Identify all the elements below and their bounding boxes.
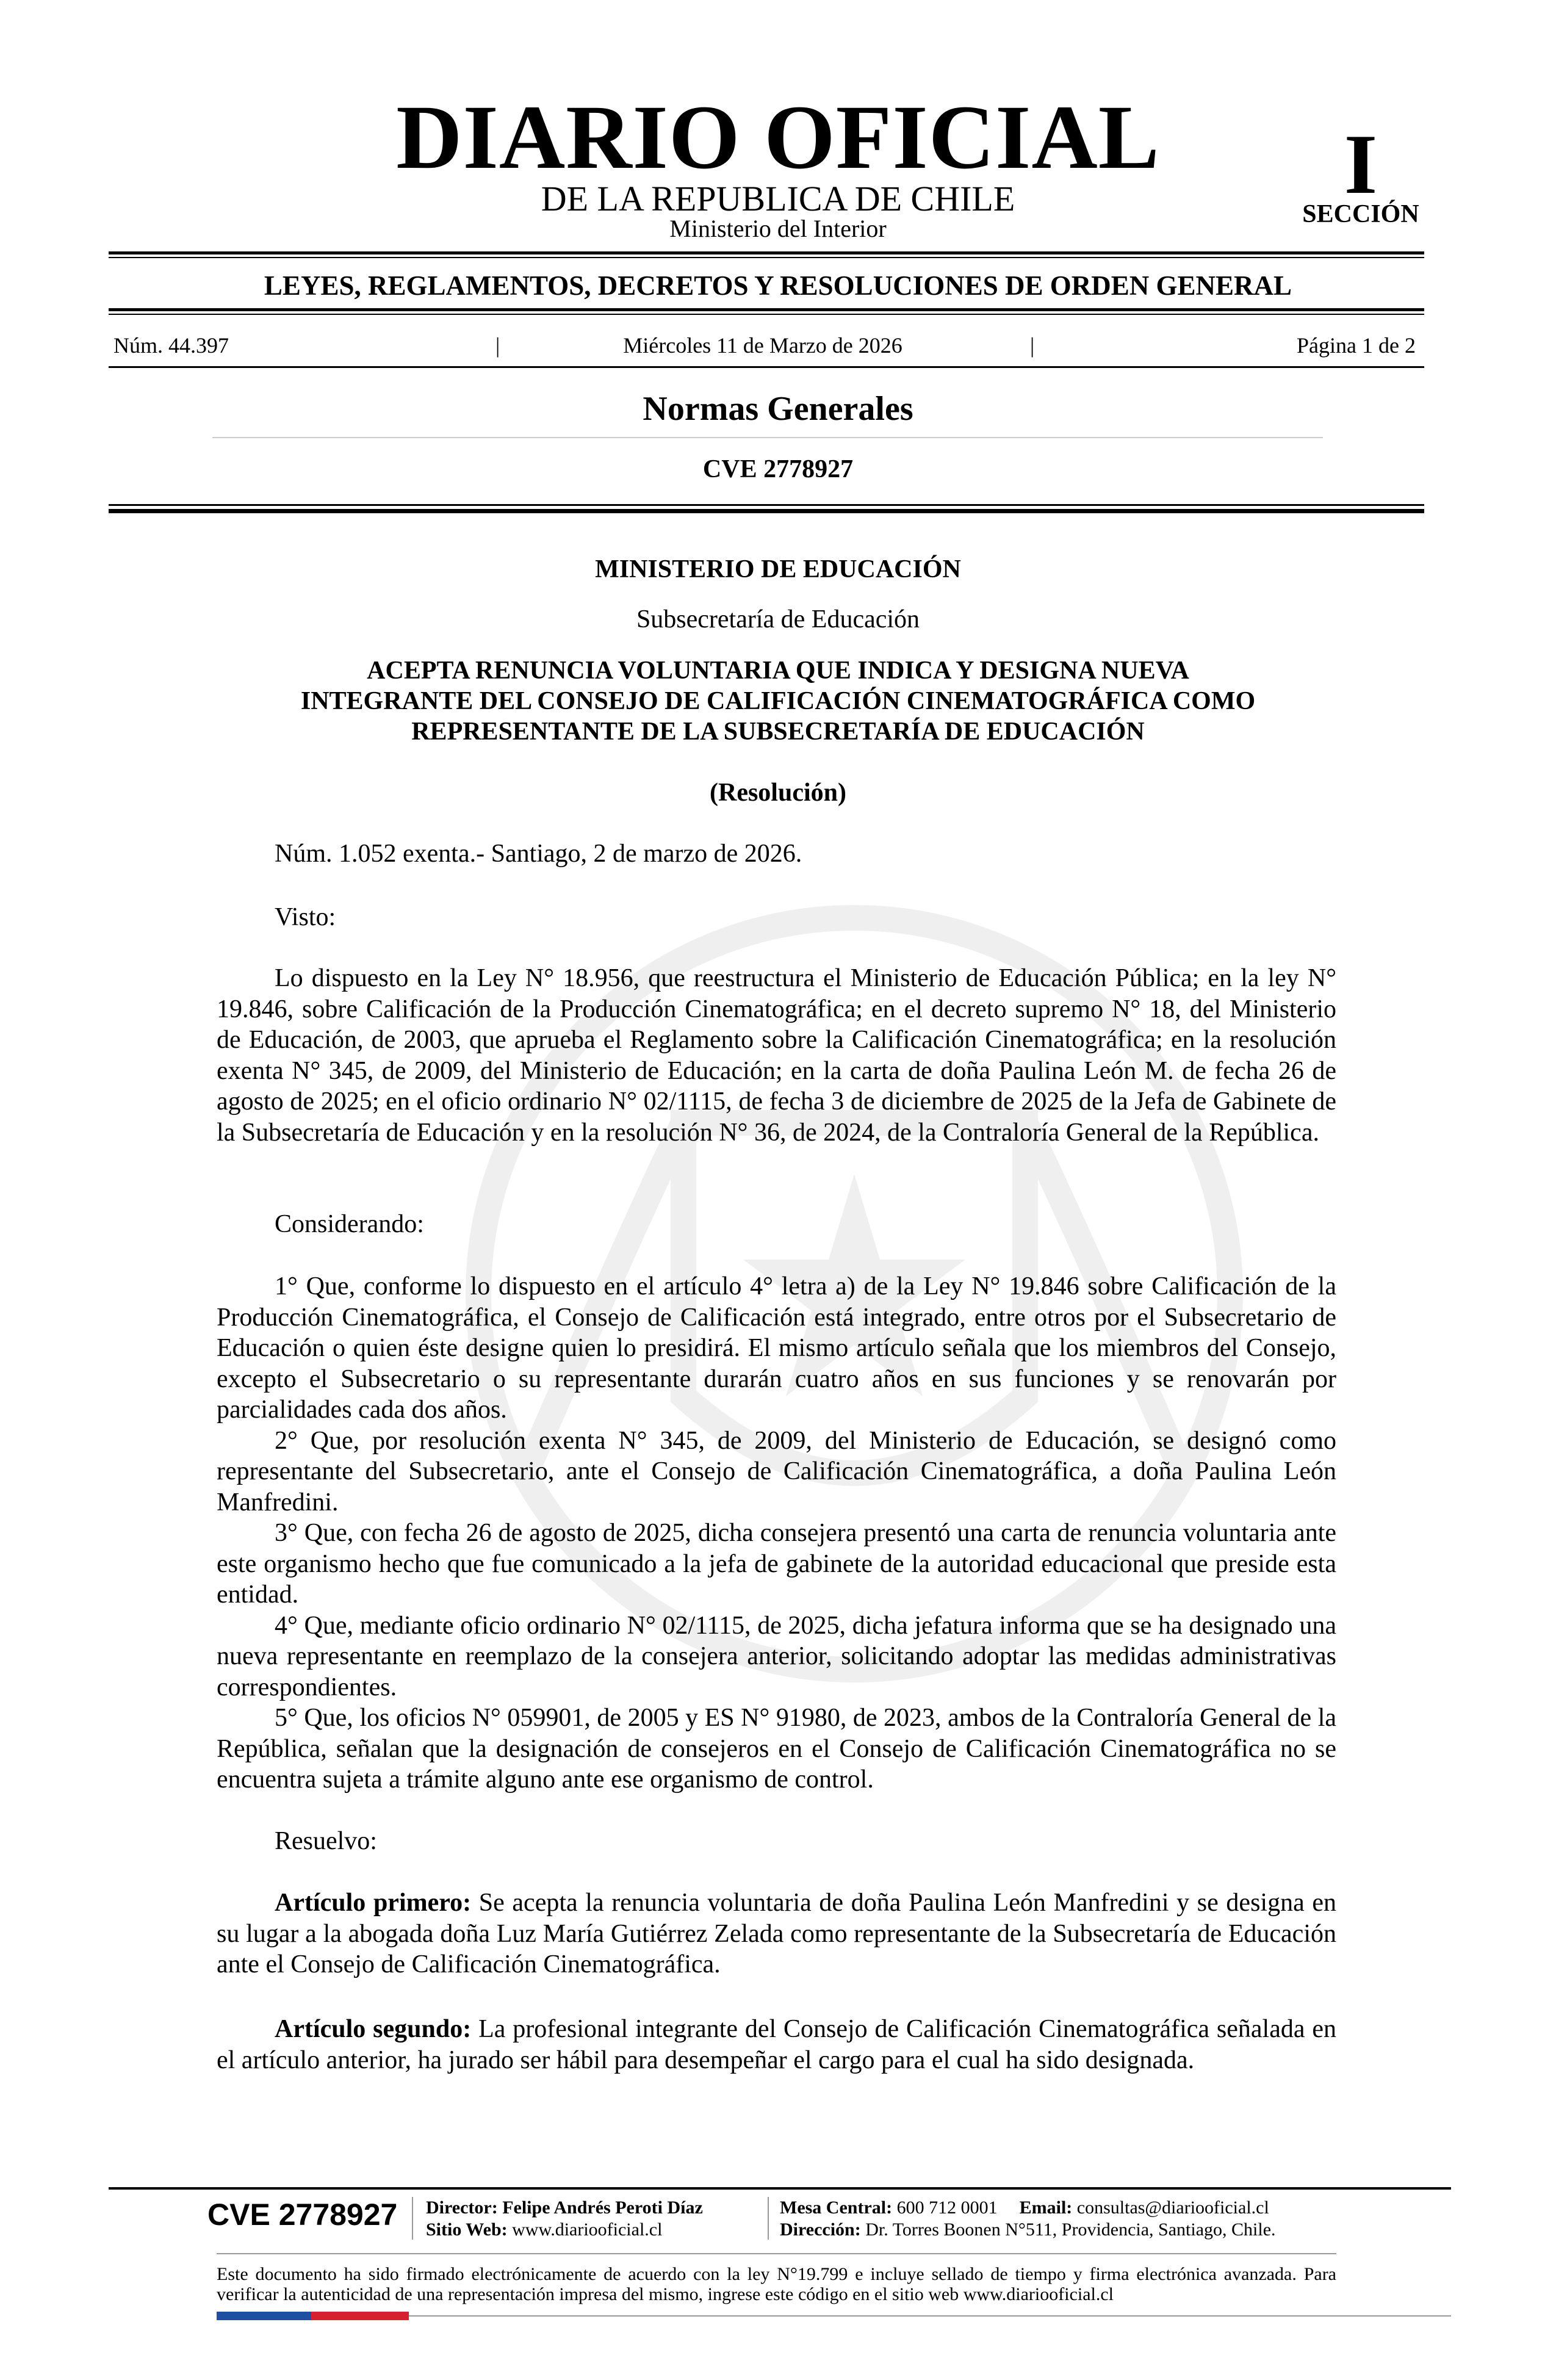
- resolution-number: Núm. 1.052 exenta.- Santiago, 2 de marzo de 2026.: [275, 840, 802, 868]
- email-label: Email:: [1019, 2198, 1073, 2218]
- banner-heading: LEYES, REGLAMENTOS, DECRETOS Y RESOLUCIONES DE ORDEN GENERAL: [264, 270, 1292, 301]
- page-indicator: Página 1 de 2: [1297, 333, 1416, 358]
- issue-number: Núm. 44.397: [113, 333, 229, 358]
- considerando-item: 4° Que, mediante oficio ordinario N° 02/1115, de 2025, dicha jefatura informa que se ha designado una nueva representante en reemplazo de la consejera anterior, solicitando adoptar las medidas administrativas correspondientes.: [217, 1611, 1336, 1701]
- document-type: (Resolución): [710, 779, 846, 807]
- email-link[interactable]: consultas@diariooficial.cl: [1072, 2198, 1269, 2218]
- address-value: Dr. Torres Boonen N°511, Providencia, Santiago, Chile.: [860, 2220, 1276, 2240]
- director-value: Felipe Andrés Peroti Díaz: [497, 2198, 703, 2218]
- web-link[interactable]: www.diariooficial.cl: [507, 2220, 663, 2240]
- footer-director-block: [426, 2197, 703, 2241]
- flag-stripe-blue: [217, 2312, 311, 2320]
- articulo-segundo-label: Artículo segundo:: [275, 2015, 472, 2043]
- footer-divider-line: [217, 2253, 1336, 2254]
- banner-rule: [109, 308, 1424, 311]
- director-label: Director:: [426, 2198, 498, 2218]
- articulo-primero-label: Artículo primero:: [275, 1889, 472, 1917]
- cve-rule-thick: [109, 509, 1424, 513]
- visto-text: Lo dispuesto en la Ley N° 18.956, que reestructura el Ministerio de Educación Pública; en la ley N° 19.846, sobre Calificación de la Producción Cinematográfica; en el decreto supremo N° 18, del Ministerio de Educación, de 2003, que aprueba el Reglamento sobre la Calificación Cinematográfica; en la resolución exenta N° 345, de 2009, del Ministerio de Educación; en la carta de doña Paulina León M. de fecha 26 de agosto de 2025; en el oficio ordinario N° 02/1115, de fecha 3 de diciembre de 2025 de la Jefa de Gabinete de la Subsecretaría de Educación y en la resolución N° 36, de 2024, de la Contraloría General de la República.: [217, 964, 1336, 1147]
- mesa-value: 600 712 0001: [892, 2198, 998, 2218]
- resolution-title: [183, 655, 1373, 747]
- subsecretary: Subsecretaría de Educación: [636, 605, 920, 633]
- section-title: Normas Generales: [643, 390, 913, 428]
- masthead-title: DIARIO OFICIAL: [396, 87, 1160, 188]
- footer-bottom-line: [409, 2315, 1451, 2317]
- banner-rule-thin: [109, 314, 1424, 315]
- section-numeral: I: [1344, 117, 1378, 212]
- masthead-rule-top-thin: [109, 257, 1424, 258]
- meta-separator: |: [495, 333, 500, 358]
- considerando-label: Considerando:: [275, 1210, 424, 1238]
- masthead-subtitle: DE LA REPUBLICA DE CHILE: [541, 179, 1015, 218]
- resolution-title-line: REPRESENTANTE DE LA SUBSECRETARÍA DE EDUCACIÓN: [411, 718, 1145, 746]
- cve-rule: [109, 504, 1424, 506]
- cve-code: CVE 2778927: [702, 455, 854, 483]
- section-divider: [212, 437, 1323, 438]
- footer-disclaimer: Este documento ha sido firmado electrónicamente de acuerdo con la ley N°19.799 e incluye sellado de tiempo y firma electrónica avanzada. Para verificar la autenticidad de una representación impresa del mismo, ingrese este código en el sitio web www.diariooficial.cl: [217, 2264, 1336, 2304]
- footer-contact-line: [780, 2197, 1276, 2219]
- web-label: Sitio Web:: [426, 2220, 508, 2240]
- masthead-rule-top: [109, 251, 1424, 254]
- visto-label: Visto:: [275, 903, 336, 931]
- address-label: Dirección:: [780, 2220, 861, 2240]
- considerando-item: 1° Que, conforme lo dispuesto en el artículo 4° letra a) de la Ley N° 19.846 sobre Calificación de la Producción Cinematográfica, el Consejo de Calificación está integrado, entre otros por el Subsecretario de Educación o quien éste designe quien lo presidirá. El mismo artículo señala que los miembros del Consejo, excepto el Subsecretario o su representante durarán cuatro años en sus funciones y se renovarán por parcialidades cada dos años.: [217, 1272, 1336, 1424]
- section-word: SECCIÓN: [1302, 200, 1419, 228]
- footer-divider: [412, 2197, 413, 2240]
- footer-director: [426, 2197, 703, 2219]
- considerando-item: 2° Que, por resolución exenta N° 345, de 2009, del Ministerio de Educación, se designó como representante del Subsecretario, ante el Consejo de Calificación Cinematográfica, a doña Paulina León Manfredini.: [217, 1426, 1336, 1516]
- footer-address-line: [780, 2219, 1276, 2241]
- masthead-ministry: Ministerio del Interior: [669, 215, 887, 242]
- issue-date: Miércoles 11 de Marzo de 2026: [623, 333, 902, 358]
- ministry-heading: MINISTERIO DE EDUCACIÓN: [595, 555, 961, 583]
- resolution-title-line: ACEPTA RENUNCIA VOLUNTARIA QUE INDICA Y DESIGNA NUEVA: [367, 657, 1189, 685]
- articulo-segundo-text: La profesional integrante del Consejo de Calificación Cinematográfica señalada en el artículo anterior, ha jurado ser hábil para desempeñar el cargo para el cual ha sido designada.: [217, 2015, 1336, 2074]
- resuelvo-label: Resuelvo:: [275, 1827, 377, 1855]
- articulo-segundo: [217, 2014, 1336, 2075]
- flag-stripe-red: [311, 2312, 409, 2320]
- resolution-title-line: INTEGRANTE DEL CONSEJO DE CALIFICACIÓN CINEMATOGRÁFICA COMO: [300, 687, 1256, 715]
- meta-separator: |: [1030, 333, 1035, 358]
- footer-contact-block: [780, 2197, 1276, 2241]
- footer-rule: [109, 2187, 1451, 2190]
- footer-divider: [768, 2197, 769, 2240]
- footer-web: [426, 2219, 703, 2241]
- footer-cve: CVE 2778927: [207, 2198, 398, 2232]
- articulo-primero-text: Se acepta la renuncia voluntaria de doña Paulina León Manfredini y se designa en su lugar a la abogada doña Luz María Gutiérrez Zelada como representante de la Subsecretaría de Educación ante el Consejo de Calificación Cinematográfica.: [217, 1889, 1337, 1978]
- meta-rule: [109, 366, 1424, 368]
- mesa-label: Mesa Central:: [780, 2198, 893, 2218]
- considerando-item: 5° Que, los oficios N° 059901, de 2005 y ES N° 91980, de 2023, ambos de la Contraloría General de la República, señalan que la designación de consejeros en el Consejo de Calificación Cinematográfica no se encuentra sujeta a trámite alguno ante ese organismo de control.: [217, 1704, 1336, 1794]
- articulo-primero: [217, 1888, 1336, 1980]
- considerando-item: 3° Que, con fecha 26 de agosto de 2025, dicha consejera presentó una carta de renuncia voluntaria ante este organismo hecho que fue comunicado a la jefa de gabinete de la autoridad educacional que preside esta entidad.: [217, 1519, 1336, 1609]
- considerandos: [217, 1271, 1336, 1795]
